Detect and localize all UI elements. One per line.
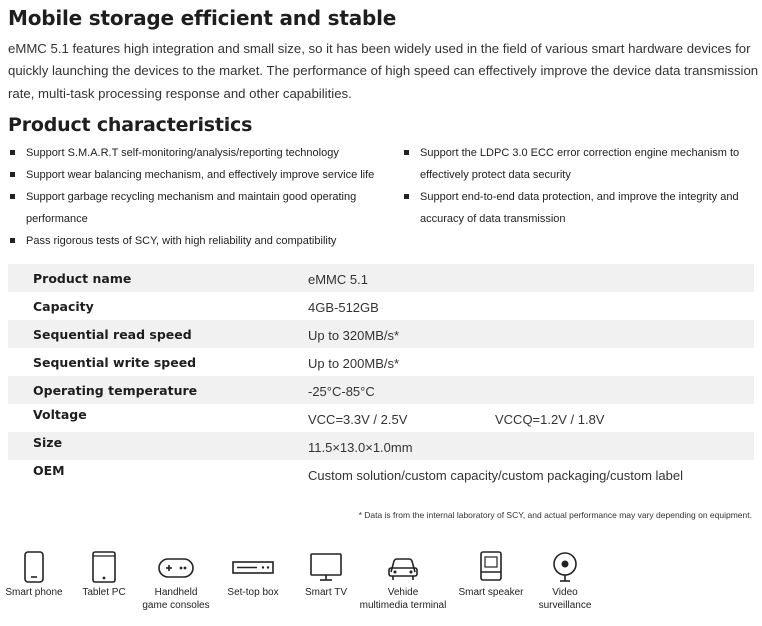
app-smart-speaker	[456, 550, 526, 599]
feature-text: Support wear balancing mechanism, and effectively improve service life	[26, 169, 375, 181]
app-label: Smart speaker	[458, 587, 524, 598]
spec-row-write-speed	[8, 348, 754, 376]
application-icons	[0, 550, 762, 626]
features-list-left	[10, 142, 390, 252]
spec-label: Capacity	[33, 299, 94, 314]
bullet-icon	[10, 172, 15, 177]
feature-text: Support S.M.A.R.T self-monitoring/analysis/reporting technology	[26, 147, 339, 159]
app-label: Smart TV	[304, 587, 348, 598]
spec-label: Operating temperature	[33, 383, 198, 398]
tv-icon	[308, 550, 344, 584]
spec-row-read-speed	[8, 320, 754, 348]
app-set-top-box	[222, 550, 284, 599]
app-label: Smart phone	[5, 587, 63, 598]
intro-paragraph: eMMC 5.1 features high integration and small size, so it has been widely used in the field of various smart hardware devices for quickly launching the devices to the market. The performance of high speed can effectively improve the device data transmission rate, multi-task processing response and other capabilities.	[8, 41, 759, 101]
spec-row-voltage	[8, 404, 754, 432]
feature-text: Support garbage recycling mechanism and maintain good operating performance	[26, 191, 357, 225]
spec-row-temperature	[8, 376, 754, 404]
spec-label: OEM	[33, 463, 65, 478]
spec-label: Size	[33, 435, 63, 450]
app-label: Video	[552, 587, 578, 598]
smartphone-icon	[22, 550, 46, 584]
spec-row-size	[8, 432, 754, 460]
spec-value: VCC=3.3V / 2.5V	[308, 412, 408, 427]
features-list-right	[404, 142, 760, 230]
app-label-line2: multimedia terminal	[359, 600, 447, 611]
app-game-console	[140, 550, 212, 612]
bullet-icon	[404, 194, 409, 199]
spec-row-capacity	[8, 292, 754, 320]
app-tablet	[76, 550, 132, 599]
feature-item	[10, 230, 390, 252]
spec-value: 11.5×13.0×1.0mm	[308, 440, 413, 455]
car-icon	[385, 550, 421, 584]
spec-row-oem	[8, 460, 754, 488]
feature-text: Pass rigorous tests of SCY, with high reliability and compatibility	[26, 235, 337, 247]
footnote: * Data is from the internal laboratory of SCY, and actual performance may vary depending on equipment.	[358, 510, 752, 520]
spec-table	[8, 264, 754, 488]
camera-icon	[550, 550, 580, 584]
feature-text: Support the LDPC 3.0 ECC error correction engine mechanism to effectively protect data security	[420, 147, 740, 181]
feature-item	[10, 164, 390, 186]
feature-item	[10, 186, 390, 230]
feature-item	[404, 186, 760, 230]
spec-value: Custom solution/custom capacity/custom packaging/custom label	[308, 468, 684, 483]
bullet-icon	[404, 150, 409, 155]
app-label-line2: surveillance	[538, 600, 592, 611]
app-label: Vehide	[387, 587, 419, 598]
app-video-surveillance	[534, 550, 596, 612]
gamepad-icon	[156, 550, 196, 584]
spec-label: Sequential read speed	[33, 327, 192, 342]
feature-item	[10, 142, 390, 164]
spec-value-secondary: VCCQ=1.2V / 1.8V	[495, 412, 605, 427]
spec-label: Sequential write speed	[33, 355, 197, 370]
feature-item	[404, 142, 760, 186]
spec-value: 4GB-512GB	[308, 300, 379, 315]
spec-value: Up to 200MB/s*	[308, 356, 400, 371]
spec-value: eMMC 5.1	[308, 272, 368, 287]
spec-row-product-name	[8, 264, 754, 292]
bullet-icon	[10, 238, 15, 243]
section-title-characteristics: Product characteristics	[8, 114, 253, 136]
bullet-icon	[10, 194, 15, 199]
speaker-icon	[477, 550, 505, 584]
bullet-icon	[10, 150, 15, 155]
app-smart-tv	[298, 550, 354, 599]
app-vehicle-terminal	[356, 550, 450, 612]
tablet-icon	[90, 550, 118, 584]
set-top-box-icon	[231, 550, 275, 584]
app-label: Tablet PC	[82, 587, 126, 598]
feature-text: Support end-to-end data protection, and improve the integrity and accuracy of data transmission	[420, 191, 739, 225]
app-label-line2: game consoles	[142, 600, 210, 611]
app-smartphone	[4, 550, 64, 599]
spec-value: -25°C-85°C	[308, 384, 375, 399]
page-title: Mobile storage efficient and stable	[8, 6, 397, 30]
spec-value: Up to 320MB/s*	[308, 328, 400, 343]
app-label: Set-top box	[227, 587, 279, 598]
app-label: Handheld	[154, 587, 198, 598]
spec-label: Voltage	[33, 407, 87, 422]
spec-label: Product name	[33, 271, 132, 286]
